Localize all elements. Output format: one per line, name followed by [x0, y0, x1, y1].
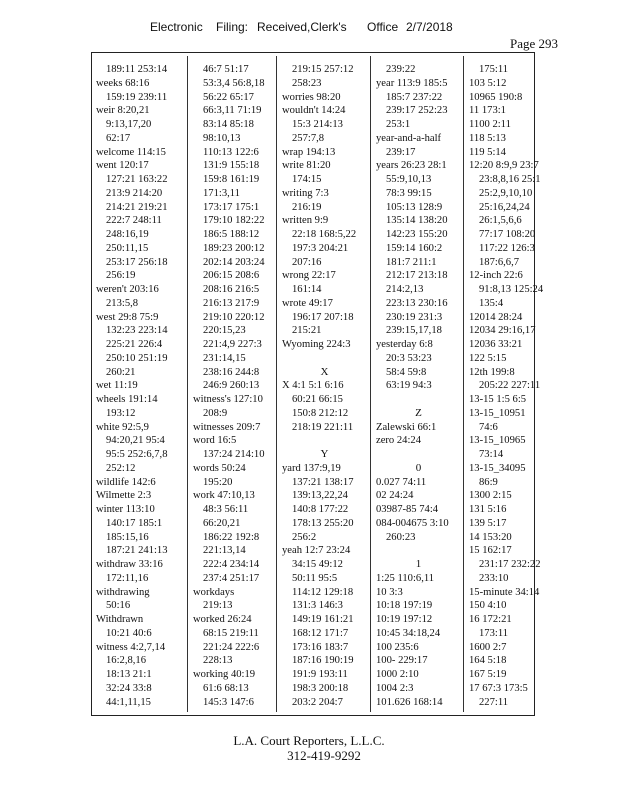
- filing-office: Office: [367, 20, 399, 34]
- index-entry-line: 142:23 155:20: [386, 229, 448, 240]
- column-divider: [463, 56, 464, 712]
- index-entry-line: word 16:5: [193, 435, 237, 447]
- index-entry-line: wet 11:19: [96, 380, 138, 392]
- index-entry-line: Wilmette 2:3: [96, 490, 152, 502]
- index-entry-line: 193:12: [106, 407, 136, 419]
- index-entry-line: 173:16 183:7: [292, 641, 349, 653]
- index-entry-line: 34:15 49:12: [292, 559, 343, 570]
- index-entry-line: 137:21 138:17: [292, 476, 354, 488]
- index-entry-line: 239:17: [386, 146, 416, 158]
- index-entry-line: went 120:17: [96, 160, 149, 172]
- index-entry-line: 161:14: [292, 284, 322, 295]
- index-entry-line: 9:13,17,20: [106, 119, 152, 130]
- index-entry-line: 68:15 219:11: [203, 627, 259, 639]
- index-entry-line: wildlife 142:6: [96, 476, 156, 488]
- index-entry-line: 205:22 227:11: [479, 380, 541, 392]
- index-entry-line: 197:3 204:21: [292, 242, 349, 254]
- index-entry-line: Zalewski 66:1: [376, 421, 437, 433]
- index-entry-line: 86:9: [479, 476, 498, 488]
- index-entry-line: 53:3,4 56:8,18: [203, 77, 265, 89]
- index-entry-line: 219:15 257:12: [292, 64, 354, 75]
- index-entry-line: 216:19: [292, 201, 322, 213]
- index-entry-line: 175:11: [479, 64, 509, 75]
- index-entry-line: 218:19 221:11: [292, 421, 354, 433]
- index-entry-line: [282, 352, 367, 366]
- filing-stamp: [0, 20, 618, 36]
- index-column-5: [469, 63, 554, 709]
- letter-heading: 0: [415, 461, 422, 474]
- index-entry-line: 135:4: [479, 297, 504, 309]
- index-entry-line: 257:7,8: [292, 132, 325, 144]
- footer: [0, 733, 618, 763]
- index-entry-line: wrote 49:17: [282, 297, 333, 309]
- index-entry-line: 61:6 68:13: [203, 682, 249, 694]
- index-entry-line: 239:22: [386, 64, 416, 75]
- index-entry-line: yesterday 6:8: [376, 339, 433, 350]
- index-entry-line: 22:18 168:5,22: [292, 229, 357, 240]
- index-entry-line: 62:17: [106, 132, 131, 144]
- index-entry-line: 221:4,9 227:3: [203, 339, 262, 350]
- index-entry-line: 94:20,21 95:4: [106, 435, 165, 447]
- index-entry-line: 46:7 51:17: [203, 64, 249, 75]
- index-entry-line: 20:3 53:23: [386, 352, 432, 364]
- index-entry-line: 25:16,24,24: [479, 201, 530, 213]
- index-entry-line: 101.626 168:14: [376, 696, 443, 708]
- index-entry-line: 191:9 193:11: [292, 669, 348, 680]
- index-entry-line: 219:13: [203, 600, 233, 612]
- filing-received: Received,Clerk's: [257, 20, 347, 34]
- index-entry-line: welcome 114:15: [96, 146, 166, 158]
- index-entry-line: 221:13,14: [203, 545, 246, 557]
- index-entry-line: worries 98:20: [282, 91, 341, 103]
- index-entry-line: 159:19 239:11: [106, 91, 168, 103]
- index-entry-line: 114:12 129:18: [292, 586, 354, 598]
- index-entry-line: 137:24 214:10: [203, 449, 265, 460]
- index-entry-line: 10:21 40:6: [106, 627, 152, 639]
- index-entry-line: withdraw 33:16: [96, 559, 163, 570]
- index-entry-line: 231:17 232:22: [479, 559, 541, 570]
- index-entry-line: 14 153:20: [469, 531, 512, 543]
- filing-label: Electronic: [150, 20, 203, 34]
- index-entry-line: 10:18 197:19: [376, 600, 433, 612]
- index-entry-line: 228:13: [203, 655, 233, 667]
- index-entry-line: 139 5:17: [469, 517, 507, 529]
- index-entry-line: year-and-a-half: [376, 132, 442, 144]
- index-entry-line: 150:8 212:12: [292, 407, 349, 419]
- index-entry-line: 10 3:3: [376, 586, 403, 598]
- index-entry-line: witnesses 209:7: [193, 421, 261, 433]
- index-entry-line: 26:1,5,6,6: [479, 215, 522, 227]
- index-entry-line: 207:16: [292, 256, 322, 268]
- letter-heading: Z: [415, 406, 422, 419]
- index-entry-line: 168:12 171:7: [292, 627, 349, 639]
- index-entry-line: 256:19: [106, 270, 136, 282]
- index-entry-line: 02 24:24: [376, 490, 414, 502]
- index-entry-line: 145:3 147:6: [203, 696, 254, 708]
- index-entry-line: 23:8,8,16 25:1: [479, 174, 541, 185]
- reporter-phone: 312-419-9292: [287, 748, 361, 763]
- index-entry-line: yeah 12:7 23:24: [282, 545, 351, 557]
- index-entry-line: 1300 2:15: [469, 490, 512, 502]
- index-entry-line: 127:21 163:22: [106, 174, 168, 185]
- index-entry-line: 208:9: [203, 407, 228, 419]
- index-entry-line: 12034 29:16,17: [469, 325, 536, 337]
- index-entry-line: 74:6: [479, 421, 498, 433]
- index-entry-line: 189:23 200:12: [203, 242, 265, 254]
- index-entry-line: worked 26:24: [193, 614, 252, 625]
- index-entry-line: 132:23 223:14: [106, 325, 168, 337]
- index-entry-line: 16 172:21: [469, 614, 512, 625]
- index-entry-line: 1004 2:3: [376, 682, 414, 694]
- index-entry-line: 117:22 126:3: [479, 242, 535, 254]
- index-entry-line: withdrawing: [96, 586, 150, 598]
- index-entry-line: 48:3 56:11: [203, 504, 249, 515]
- index-entry-line: Withdrawn: [96, 614, 144, 625]
- index-entry-line: 253:1: [386, 119, 411, 130]
- index-entry-line: 230:19 231:3: [386, 311, 443, 323]
- index-entry-line: 1:25 110:6,11: [376, 572, 435, 584]
- index-entry-line: 173:17 175:1: [203, 201, 260, 213]
- index-entry-line: [376, 544, 461, 558]
- index-entry-line: winter 113:10: [96, 504, 155, 515]
- index-entry-line: 98:10,13: [203, 132, 241, 144]
- index-entry-line: 118 5:13: [469, 132, 506, 144]
- index-entry-line: 187:16 190:19: [292, 655, 354, 667]
- index-entry-line: 223:13 230:16: [386, 297, 448, 309]
- index-entry-line: 103 5:12: [469, 77, 507, 89]
- index-entry-line: working 40:19: [193, 669, 256, 680]
- index-entry-line: 171:3,11: [203, 187, 240, 199]
- index-entry-line: 73:14: [479, 449, 504, 460]
- index-entry-line: 225:21 226:4: [106, 339, 163, 350]
- index-entry-line: 222:4 234:14: [203, 559, 260, 570]
- letter-heading: 1: [415, 558, 422, 570]
- index-entry-line: written 9:9: [282, 215, 329, 227]
- index-entry-line: 12th 199:8: [469, 366, 515, 378]
- index-entry-line: 55:9,10,13: [386, 174, 432, 185]
- index-entry-line: white 92:5,9: [96, 421, 149, 433]
- index-entry-line: writing 7:3: [282, 187, 329, 199]
- index-entry-line: 1600 2:7: [469, 641, 507, 653]
- index-entry-line: 159:14 160:2: [386, 242, 443, 254]
- index-entry-line: 149:19 161:21: [292, 614, 354, 625]
- index-entry-line: wheels 191:14: [96, 394, 158, 405]
- index-entry-line: 179:10 182:22: [203, 215, 265, 227]
- index-entry-line: 66:20,21: [203, 517, 241, 529]
- index-entry-line: 206:15 208:6: [203, 270, 260, 282]
- index-entry-line: 131 5:16: [469, 504, 507, 515]
- index-entry-line: zero 24:24: [376, 435, 422, 447]
- index-entry-line: 231:14,15: [203, 352, 246, 364]
- index-entry-line: words 50:24: [193, 462, 246, 474]
- index-entry-line: year 113:9 185:5: [376, 77, 448, 89]
- index-entry-line: 203:2 204:7: [292, 696, 343, 708]
- index-entry-line: 58:4 59:8: [386, 366, 427, 378]
- index-column-4: [376, 63, 461, 709]
- index-entry-line: 167 5:19: [469, 669, 507, 680]
- index-entry-line: 77:17 108:20: [479, 229, 536, 240]
- index-entry-line: 15:3 214:13: [292, 119, 343, 130]
- index-entry-line: 213:5,8: [106, 297, 139, 309]
- index-entry-line: 208:16 216:5: [203, 284, 260, 295]
- index-entry-line: work 47:10,13: [193, 490, 255, 502]
- index-entry-line: 25:2,9,10,10: [479, 187, 533, 199]
- index-entry-line: wrong 22:17: [282, 270, 336, 282]
- index-entry-line: 216:13 217:9: [203, 297, 260, 309]
- index-entry-line: 159:8 161:19: [203, 174, 260, 185]
- index-entry-line: weir 8:20,21: [96, 105, 150, 117]
- index-entry-line: 83:14 85:18: [203, 119, 254, 130]
- index-entry-line: 44:1,11,15: [106, 696, 151, 708]
- index-entry-line: 12036 33:21: [469, 339, 523, 350]
- index-entry-line: 222:7 248:11: [106, 215, 162, 227]
- index-entry-line: 12-inch 22:6: [469, 270, 523, 282]
- index-entry-line: 150 4:10: [469, 600, 507, 612]
- index-entry-line: 13-15_10951: [469, 407, 526, 419]
- index-entry-line: [282, 434, 367, 448]
- index-entry-line: 15-minute 34:14: [469, 586, 540, 598]
- index-entry-line: 119 5:14: [469, 146, 506, 158]
- index-entry-line: 95:5 252:6,7,8: [106, 449, 168, 460]
- index-entry-line: 250:10 251:19: [106, 352, 168, 364]
- column-divider: [370, 56, 371, 712]
- index-entry-line: 56:22 65:17: [203, 91, 254, 103]
- index-entry-line: 173:11: [479, 627, 509, 639]
- index-entry-line: 16:2,8,16: [106, 655, 147, 667]
- index-entry-line: yard 137:9,19: [282, 462, 341, 474]
- index-entry-line: 237:4 251:17: [203, 572, 260, 584]
- index-entry-line: 214:21 219:21: [106, 201, 168, 213]
- index-entry-line: 13-15_10965: [469, 435, 526, 447]
- index-entry-line: wrap 194:13: [282, 146, 336, 158]
- index-entry-line: 212:17 213:18: [386, 270, 448, 282]
- index-entry-line: 256:2: [292, 531, 317, 543]
- index-entry-line: 181:7 211:1: [386, 256, 437, 268]
- index-entry-line: 186:5 188:12: [203, 229, 260, 240]
- index-entry-line: 164 5:18: [469, 655, 507, 667]
- index-entry-line: 227:11: [479, 696, 509, 708]
- index-entry-line: weeks 68:16: [96, 77, 150, 89]
- index-entry-line: 140:17 185:1: [106, 517, 163, 529]
- index-entry-line: 185:7 237:22: [386, 91, 443, 103]
- index-entry-line: 253:17 256:18: [106, 256, 168, 268]
- index-entry-line: 13-15 1:5 6:5: [469, 394, 527, 405]
- index-entry-line: 196:17 207:18: [292, 311, 354, 323]
- index-entry-line: 12:20 8:9,9 23:7: [469, 160, 539, 172]
- index-entry-line: 219:10 220:12: [203, 311, 265, 323]
- index-entry-line: Wyoming 224:3: [282, 339, 351, 350]
- index-column-2: [193, 63, 278, 709]
- index-entry-line: west 29:8 75:9: [96, 311, 159, 323]
- index-entry-line: 186:22 192:8: [203, 531, 260, 543]
- index-entry-line: 0.027 74:11: [376, 476, 427, 488]
- index-entry-line: 110:13 122:6: [203, 146, 259, 158]
- index-entry-line: 189:11 253:14: [106, 64, 168, 75]
- index-entry-line: 17 67:3 173:5: [469, 682, 528, 694]
- index-entry-line: 250:11,15: [106, 242, 149, 254]
- page-number: Page 293: [509, 36, 558, 51]
- index-entry-line: 239:17 252:23: [386, 105, 448, 117]
- index-entry-line: X 4:1 5:1 6:16: [282, 380, 344, 392]
- index-entry-line: 78:3 99:15: [386, 187, 432, 199]
- index-entry-line: 63:19 94:3: [386, 380, 432, 392]
- index-entry-line: 246:9 260:13: [203, 380, 260, 392]
- index-entry-line: 139:13,22,24: [292, 490, 348, 502]
- index-entry-line: 185:15,16: [106, 531, 149, 543]
- index-entry-line: 252:12: [106, 462, 136, 474]
- index-entry-line: 248:16,19: [106, 229, 149, 240]
- index-entry-line: 10965 190:8: [469, 91, 523, 103]
- index-entry-line: 140:8 177:22: [292, 504, 349, 515]
- index-entry-line: 214:2,13: [386, 284, 424, 295]
- index-entry-line: 084-004675 3:10: [376, 517, 449, 529]
- index-entry-line: 239:15,17,18: [386, 325, 442, 337]
- index-entry-line: 198:3 200:18: [292, 682, 349, 694]
- index-entry-line: 221:24 222:6: [203, 641, 260, 653]
- index-entry-line: 60:21 66:15: [292, 394, 343, 405]
- reporter-name: L.A. Court Reporters, L.L.C.: [233, 733, 385, 748]
- index-entry-line: 12014 28:24: [469, 311, 523, 323]
- index-entry-line: 122 5:15: [469, 352, 507, 364]
- index-entry-line: 258:23: [292, 77, 322, 89]
- filing-word: Filing:: [216, 20, 249, 34]
- index-entry-line: 202:14 203:24: [203, 256, 265, 268]
- column-divider: [187, 56, 188, 712]
- index-entry-line: 03987-85 74:4: [376, 504, 439, 515]
- index-entry-line: years 26:23 28:1: [376, 160, 447, 172]
- index-entry-line: 220:15,23: [203, 325, 246, 337]
- index-entry-line: 131:3 146:3: [292, 600, 343, 612]
- index-entry-line: wouldn't 14:24: [282, 105, 346, 117]
- index-entry-line: 100- 229:17: [376, 655, 428, 667]
- index-entry-line: 10:45 34:18,24: [376, 627, 441, 639]
- index-column-1: [96, 63, 181, 709]
- index-entry-line: weren't 203:16: [96, 284, 159, 295]
- index-entry-line: 13-15_34095: [469, 462, 526, 474]
- index-entry-line: 66:3,11 71:19: [203, 105, 262, 117]
- letter-heading: Y: [320, 448, 329, 460]
- index-entry-line: 215:21: [292, 325, 322, 337]
- index-entry-line: witness 4:2,7,14: [96, 641, 166, 653]
- index-entry-line: 18:13 21:1: [106, 669, 152, 680]
- index-column-3: [282, 63, 367, 709]
- index-entry-line: 213:9 214:20: [106, 187, 163, 199]
- index-entry-line: write 81:20: [282, 160, 331, 172]
- index-entry-line: 10:19 197:12: [376, 614, 433, 625]
- index-entry-line: [376, 448, 461, 462]
- index-entry-line: 1000 2:10: [376, 669, 419, 680]
- index-entry-line: 260:21: [106, 366, 136, 378]
- index-entry-line: 11 173:1: [469, 105, 506, 117]
- index-entry-line: 172:11,16: [106, 572, 149, 584]
- index-entry-line: 260:23: [386, 531, 416, 543]
- index-entry-line: 195:20: [203, 476, 233, 488]
- index-entry-line: 50:11 95:5: [292, 572, 338, 584]
- index-entry-line: 91:8,13 125:24: [479, 284, 544, 295]
- index-entry-line: 50:16: [106, 600, 131, 612]
- letter-heading: X: [320, 365, 329, 378]
- index-entry-line: 238:16 244:8: [203, 366, 260, 378]
- index-entry-line: 15 162:17: [469, 545, 512, 557]
- index-entry-line: 187:6,6,7: [479, 256, 520, 268]
- index-entry-line: 233:10: [479, 572, 509, 584]
- index-entry-line: [376, 393, 461, 407]
- filing-date: 2/7/2018: [406, 20, 453, 34]
- index-entry-line: 1100 2:11: [469, 119, 511, 130]
- index-entry-line: 135:14 138:20: [386, 215, 448, 227]
- index-entry-line: 178:13 255:20: [292, 517, 354, 529]
- index-entry-line: 32:24 33:8: [106, 682, 152, 694]
- index-entry-line: 174:15: [292, 174, 322, 185]
- index-entry-line: workdays: [193, 586, 235, 598]
- index-entry-line: 187:21 241:13: [106, 545, 168, 557]
- index-entry-line: 105:13 128:9: [386, 201, 443, 213]
- index-entry-line: 100 235:6: [376, 641, 419, 653]
- index-entry-line: 131:9 155:18: [203, 160, 260, 172]
- index-entry-line: witness's 127:10: [193, 394, 263, 405]
